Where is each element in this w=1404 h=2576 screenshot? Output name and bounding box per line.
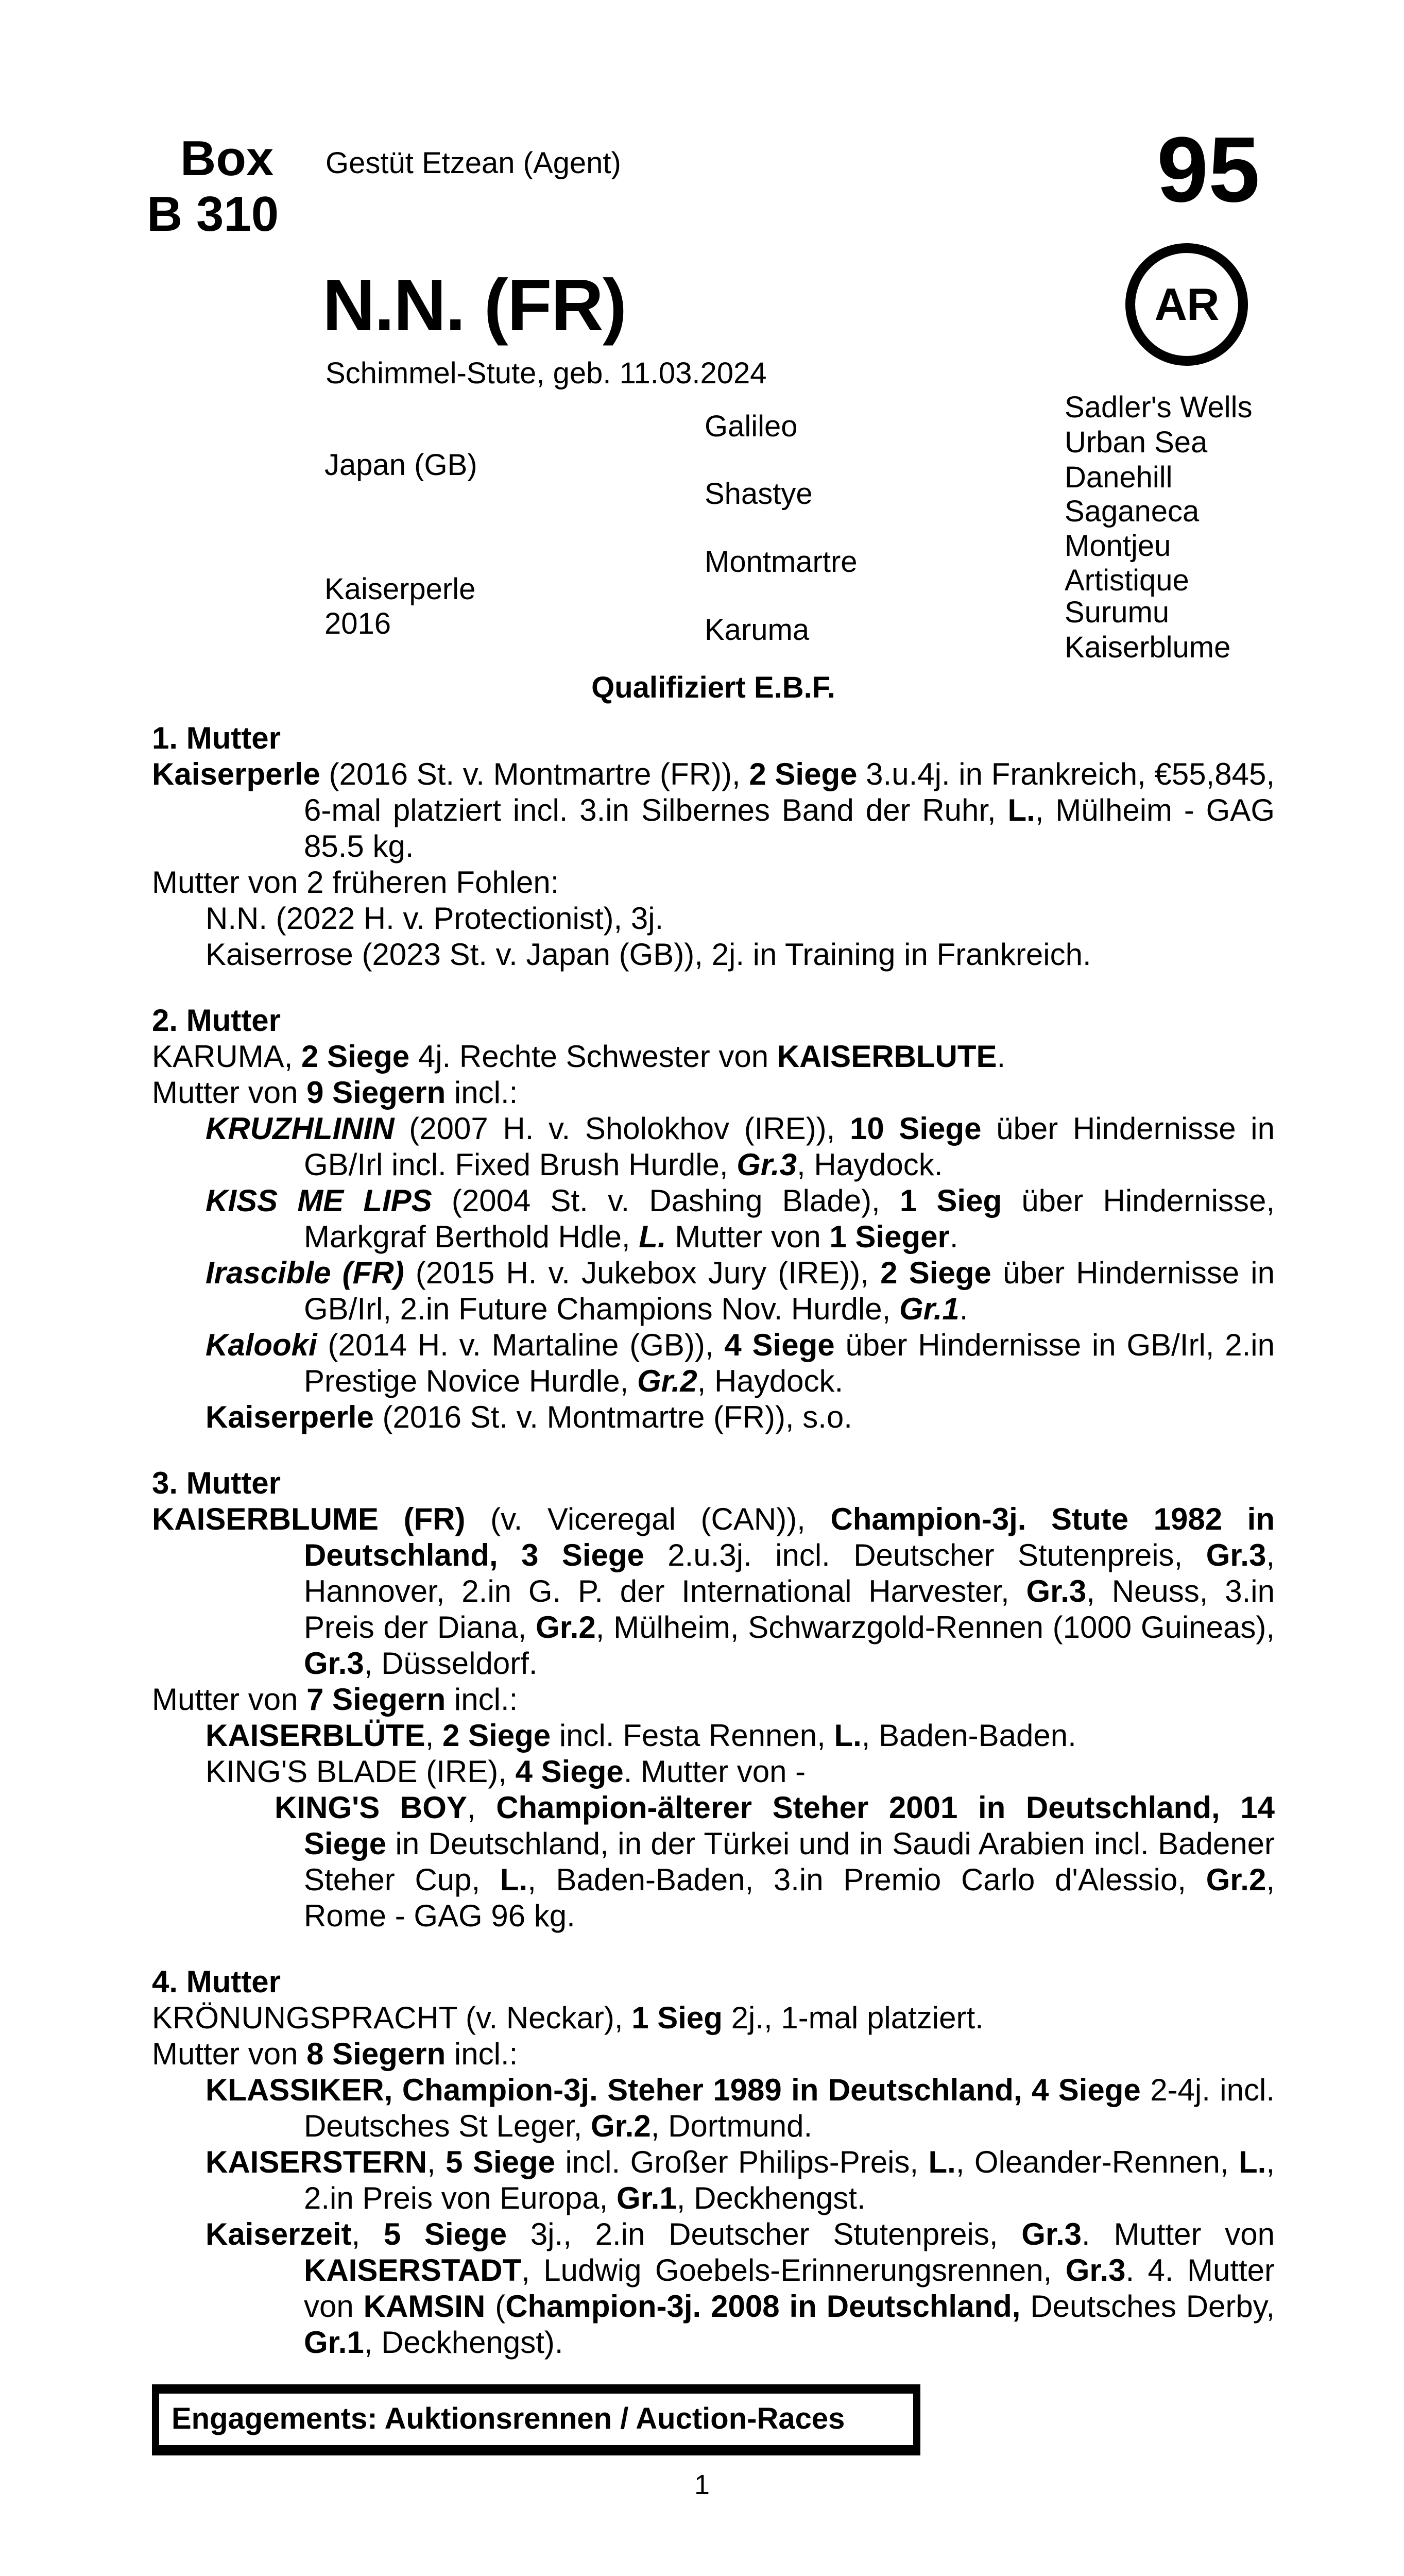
dam-race-record: Kaiserperle (2016 St. v. Montmartre (FR)), 2 Siege 3.u.4j. in Frankreich, €55,845, 6-mal platziert incl. 3.in Silbernes Band der Ruhr, L., Mülheim - GAG 85.5 kg. [152, 757, 1275, 863]
pedigree-entry: Danehill [1065, 461, 1173, 494]
section-2-mutter [152, 1003, 1275, 1435]
ar-brand-text: AR [1154, 279, 1219, 330]
horse-description: Schimmel-Stute, geb. 11.03.2024 [326, 357, 767, 390]
lot-number: 95 [1157, 118, 1260, 222]
section-heading: 4. Mutter [152, 1964, 281, 1999]
pedigree-entry: Saganeca [1065, 495, 1200, 528]
produce-intro-line: Mutter von 8 Siegern incl.: [152, 2037, 518, 2071]
pedigree-entry: Montjeu [1065, 529, 1171, 563]
engagements-box [152, 2384, 920, 2455]
sibling-record: KISS ME LIPS (2004 St. v. Dashing Blade), 1 Sieg über Hindernisse, Markgraf Berthold Hdle, L. Mutter von 1 Sieger. [206, 1183, 1275, 1254]
section-heading: 2. Mutter [152, 1003, 281, 1038]
produce-intro-line: Mutter von 2 früheren Fohlen: [152, 865, 559, 900]
sibling-record: Kaiserperle (2016 St. v. Montmartre (FR)), s.o. [206, 1400, 852, 1434]
ar-brand-circle [1125, 243, 1248, 366]
pedigree-entry: Karuma [705, 613, 810, 647]
sibling-record: KAISERBLÜTE, 2 Siege incl. Festa Rennen, L., Baden-Baden. [206, 1718, 1076, 1753]
box-label: Box [180, 131, 274, 186]
ebf-qualified-note: Qualifiziert E.B.F. [591, 671, 835, 704]
section-heading: 3. Mutter [152, 1466, 281, 1500]
sibling-record: KRUZHLININ (2007 H. v. Sholokhov (IRE)), 10 Siege über Hindernisse in GB/Irl incl. Fixed Brush Hurdle, Gr.3, Haydock. [206, 1111, 1275, 1182]
page-number: 1 [694, 2469, 710, 2500]
pedigree-dam-name: Kaiserperle [324, 572, 476, 606]
pedigree-entry: Urban Sea [1065, 426, 1208, 459]
sibling-record: Kaiserzeit, 5 Siege 3j., 2.in Deutscher Stutenpreis, Gr.3. Mutter von KAISERSTADT, Ludwig Goebels-Erinnerungsrennen, Gr.3. 4. Mutter von KAMSIN (Champion-3j. 2008 in Deutschland, Deutsches Derby, Gr.1, Deckhengst). [206, 2217, 1275, 2360]
sibling-record: KAISERSTERN, 5 Siege incl. Großer Philips-Preis, L., Oleander-Rennen, L., 2.in Preis von Europa, Gr.1, Deckhengst. [206, 2145, 1275, 2215]
section-heading: 1. Mutter [152, 721, 281, 755]
horse-name: N.N. (FR) [322, 264, 626, 346]
dam-race-record: KARUMA, 2 Siege 4j. Rechte Schwester von KAISERBLUTE. [152, 1039, 1006, 1074]
produce-intro-line: Mutter von 9 Siegern incl.: [152, 1075, 518, 1110]
section-1-mutter [152, 720, 1275, 973]
sibling-record: KLASSIKER, Champion-3j. Steher 1989 in Deutschland, 4 Siege 2-4j. incl. Deutsches St Leger, Gr.2, Dortmund. [206, 2073, 1275, 2143]
descendant-record: KING'S BOY, Champion-älterer Steher 2001 in Deutschland, 14 Siege in Deutschland, in der Türkei und in Saudi Arabien incl. Badener Steher Cup, L., Baden-Baden, 3.in Premio Carlo d'Alessio, Gr.2, Rome - GAG 96 kg. [275, 1790, 1275, 1933]
dam-race-record: KRÖNUNGSPRACHT (v. Neckar), 1 Sieg 2j., 1-mal platziert. [152, 2001, 984, 2035]
consignor-name: Gestüt Etzean (Agent) [326, 146, 621, 180]
pedigree-entry: Montmartre [705, 545, 858, 579]
section-4-mutter [152, 1964, 1275, 2361]
pedigree-entry: Shastye [705, 477, 813, 511]
engagements-label: Engagements: Auktionsrennen / Auction-Races [172, 2402, 845, 2435]
sibling-record: KING'S BLADE (IRE), 4 Siege. Mutter von - [206, 1754, 806, 1789]
dam-race-record: KAISERBLUME (FR) (v. Viceregal (CAN)), Champion-3j. Stute 1982 in Deutschland, 3 Siege 2.u.3j. incl. Deutscher Stutenpreis, Gr.3, Hannover, 2.in G. P. der International Harvester, Gr.3, Neuss, 3.in Preis der Diana, Gr.2, Mülheim, Schwarzgold-Rennen (1000 Guineas), Gr.3, Düsseldorf. [152, 1502, 1275, 1681]
foal-line: Kaiserrose (2023 St. v. Japan (GB)), 2j. in Training in Frankreich. [206, 937, 1091, 972]
pedigree-sire: Japan (GB) [324, 448, 477, 482]
foal-line: N.N. (2022 H. v. Protectionist), 3j. [206, 901, 664, 936]
section-3-mutter [152, 1465, 1275, 1934]
pedigree-entry: Sadler's Wells [1065, 391, 1253, 424]
pedigree-entry: Artistique [1065, 564, 1189, 597]
pedigree-entry: Kaiserblume [1065, 631, 1231, 664]
sibling-record: Irascible (FR) (2015 H. v. Jukebox Jury (IRE)), 2 Siege über Hindernisse in GB/Irl, 2.in Future Champions Nov. Hurdle, Gr.1. [206, 1256, 1275, 1326]
sibling-record: Kalooki (2014 H. v. Martaline (GB)), 4 Siege über Hindernisse in GB/Irl, 2.in Prestige Novice Hurdle, Gr.2, Haydock. [206, 1328, 1275, 1398]
pedigree-text [152, 720, 1275, 2455]
pedigree-entry: Galileo [705, 410, 798, 443]
pedigree-entry: Surumu [1065, 596, 1170, 629]
box-number: B 310 [147, 187, 279, 242]
pedigree-dam-year: 2016 [324, 607, 391, 640]
produce-intro-line: Mutter von 7 Siegern incl.: [152, 1682, 518, 1717]
